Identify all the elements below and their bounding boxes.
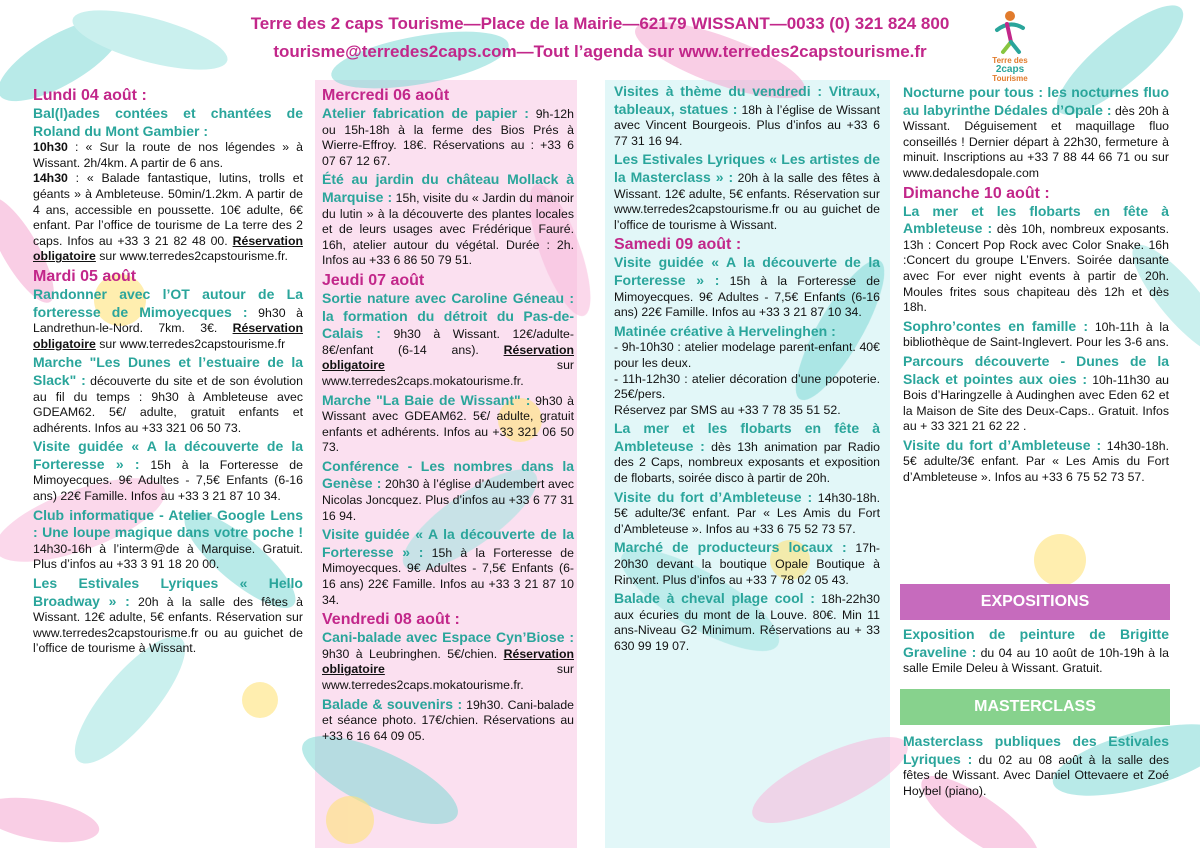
event-title: Club informatique - Atelier Google Lens : Une loupe magique dans votre poche ! [33,506,303,541]
event-fort-ambleteuse: Visite du fort d’Ambleteuse : 14h30-18h. 5€ adulte/3€ enfant. Par « Les Amis du Fort d’Ambleteuse ». Infos au +33 6 75 52 73 57. [903,436,1170,485]
event-title: Nocturne pour tous : les nocturnes fluo au labyrinthe Dédales d’Opale : [903,84,1169,118]
header-contact-line: Terre des 2 caps Tourisme—Place de la Mairie—62179 WISSANT—0033 (0) 321 824 800 [250,14,950,33]
event-club-informatique: Club informatique - Atelier Google Lens : Une loupe magique dans votre poche ! 14h30-16h à l’interm@de à Marquise. Gratuit. Plus d’infos au +33 3 91 18 20 00. [33,506,303,572]
event-estivales-broadway: Les Estivales Lyriques « Hello Broadway » : 20h à la salle des fêtes à Wissant. 12€ adulte, 5€ enfants. Réservation sur www.terredes2capstourisme.fr ou au guichet de l’office de tourisme à Wissant. [33,575,303,656]
event-estivales-masterclass: Les Estivales Lyriques « Les artistes de la Masterclass » : 20h à la salle des fêtes à Wissant. 12€ adulte, 5€ enfants. Réservation sur www.terredes2capstourisme.fr ou au guichet de l’office de tourisme à Wissant. [614,151,880,232]
event-parcours-slack: Parcours découverte - Dunes de la Slack et pointes aux oies : 10h-11h30 au Bois d’Haringzelle à Audinghen avec Eden 62 et la Maison de Site des Deux-Caps.. Gratuit. Infos au + 33 321 21 62 22 . [903,352,1170,434]
masterclass-band: MASTERCLASS [900,689,1170,725]
event-randonner-ot: Randonner avec l’OT autour de La forteresse de Mimoyecques : 9h30 à Landrethun-le-Nord. 7km. 3€. Réservation obligatoire sur www.terredes2capstourisme.fr [33,285,303,351]
event-fort-ambleteuse: Visite du fort d’Ambleteuse : 14h30-18h. 5€ adulte/3€ enfant. Par « Les Amis du Fort d’Ambleteuse ». Infos au +33 6 75 52 73 57. [614,488,881,536]
column-2 [322,84,574,746]
event-nocturne-fluo: Nocturne pour tous : les nocturnes fluo au labyrinthe Dédales d’Opale : dès 20h à Wissant. Déguisement et maquillage fluo conseillés ! Dernier départ à 22h30, fermeture à minuit. Inscriptions au +33 7 88 44 66 71 ou sur www.dedalesdopale.com [903,84,1169,180]
event-sophro-contes: Sophro’contes en famille : 10h-11h à la bibliothèque de Saint-Inglevert. Pour les 3-6 ans. [903,317,1169,350]
reservation-notice: Réservation obligatoire [33,321,303,351]
event-title: Sortie nature avec Caroline Géneau : la formation du détroit du Pas-de-Calais : [322,289,574,342]
event-cani-balade: Cani-balade avec Espace Cyn’Biose : 9h30 à Leubringhen. 5€/chien. Réservation obligatoire sur www.terredes2caps.mokatourisme.fr. [322,629,574,692]
event-exposition-peinture: Exposition de peinture de Brigitte Graveline : du 04 au 10 août de 10h-19h à la salle Emile Deleu à Wissant. Gratuit. [903,626,1169,676]
event-visite-forteresse: Visite guidée « A la découverte de la Forteresse » : 15h à la Forteresse de Mimoyecques. 9€ Adultes - 7,5€ Enfants (6-16 ans) 22€ Famille. Infos au +33 3 21 87 10 34. [322,526,574,607]
event-marche-dunes: Marche "Les Dunes et l’estuaire de la Slack" : découverte du site et de son évolution au fil du temps : 9h30 à Ambleteuse avec GDEAM62. 5€/ adulte, gratuit enfants et adhérents. Infos au +33 321 06 50 73. [33,354,303,435]
event-title: Visite guidée « A la découverte de la Forteresse » : [322,526,574,560]
event-title: Atelier fabrication de papier : [322,105,529,121]
event-flobarts-samedi: La mer et les flobarts en fête à Ambleteuse : dès 13h animation par Radio des 2 Caps, nombreux exposants et exposition de flobarts, soirée disco à partir de 20h. [614,420,880,486]
event-masterclass-publiques: Masterclass publiques des Estivales Lyriques : du 02 au 08 août à la salle des fêtes de Wissant. Avec Daniel Ottevaere et Zoé Hoybel (piano). [903,733,1170,798]
column-4 [903,84,1169,488]
event-title: Les Estivales Lyriques « Les artistes de la Masterclass » : [614,151,880,185]
event-title: La mer et les flobarts en fête à Ambleteuse : [903,202,1169,237]
day-heading: Samedi 09 août : [614,236,742,254]
header-web-line: tourisme@terredes2caps.com—Tout l’agenda sur www.terredes2capstourisme.fr [273,42,927,61]
event-title: Marche "Les Dunes et l’estuaire de la Slack" : [33,354,303,388]
reservation-notice: Réservation obligatoire [322,342,574,373]
event-title: Visite guidée « A la découverte de la Forteresse » : [614,254,880,288]
event-visite-forteresse: Visite guidée « A la découverte de la Forteresse » : 15h à la Forteresse de Mimoyecques. 9€ Adultes - 7,5€ Enfants (6-16 ans) 22€ Famille. Infos au +33 3 21 87 10 34. [33,438,303,504]
event-title: Sophro’contes en famille : [903,317,1089,334]
event-title: Exposition de peinture de Brigitte Graveline : [903,626,1169,660]
event-title: Randonner avec l’OT autour de La forteresse de Mimoyecques : [33,285,303,320]
reservation-notice: Réservation obligatoire [33,233,303,264]
event-jardin-mollack: Été au jardin du château Mollack à Marquise : 15h, visite du « Jardin du manoir du lutin » à la découverte des plantes locales et de leurs usages avec Frédérique Fauré. 16h, atelier autour du végétal. Durée : 2h. Infos au +33 6 86 50 79 51. [322,171,575,268]
event-title: Visite du fort d’Ambleteuse : [614,488,813,505]
terre-des-2-caps-logo [985,8,1035,83]
day-heading: Vendredi 08 août : [322,611,460,629]
event-marche-baie: Marche "La Baie de Wissant" : 9h30 à Wissant avec GDEAM62. 5€/ adulte, gratuit enfants et adhérents. Infos au +33 321 06 50 73. [322,391,574,455]
day-heading: Mardi 05 août [33,267,137,285]
event-title: Conférence - Les nombres dans la Genèse : [322,457,574,492]
event-title: Bal(l)ades contées et chantées de Roland du Mont Gambier : [33,105,303,139]
event-title: La mer et les flobarts en fête à Ambleteuse : [614,420,880,454]
day-heading: Dimanche 10 août : [903,184,1050,202]
event-title: Les Estivales Lyriques « Hello Broadway » : [33,575,303,609]
column-1 [33,84,303,659]
event-balade-cheval: Balade à cheval plage cool : 18h-22h30 aux écuries du mont de la Louve. 80€. Min 11 ans-Niveau G2 Minimum. Réservations au + 33 630 99 19 07. [614,590,880,653]
reservation-notice: Réservation obligatoire [322,646,574,677]
event-flobarts-dimanche: La mer et les flobarts en fête à Ambleteuse : dès 10h, nombreux exposants. 13h : Concert Pop Rock avec Color Snake. 16h :Concert du groupe L’Envers. Soirée dansante avec For ever night events à partir de 20h. Moules frites sous chapiteau dès 12h et dès 18h. [903,202,1169,315]
event-title: Été au jardin du château Mollack à Marquise : [322,171,574,205]
event-title: Visites à thème du vendredi : Vitraux, tableaux, statues : [614,83,880,117]
event-title: Matinée créative à Hervelinghen : [614,322,836,339]
expositions-band: EXPOSITIONS [900,584,1170,620]
event-title: Marche "La Baie de Wissant" : [322,391,531,408]
event-title: Visite guidée « A la découverte de la Forteresse » : [33,438,303,472]
expositions-section [903,626,1169,679]
logo-text: Terre des 2caps Tourisme [992,56,1028,83]
day-heading: Jeudi 07 août [322,271,425,289]
event-title: Visite du fort d’Ambleteuse : [903,436,1102,453]
event-title: Balade & souvenirs : [322,695,463,712]
event-title: Parcours découverte - Dunes de la Slack et pointes aux oies : [903,352,1169,387]
event-visites-theme: Visites à thème du vendredi : Vitraux, tableaux, statues : 18h à l’église de Wissant avec Vincent Bourgeois. Plus d’infos au +33 6 77 31 16 94. [614,83,880,148]
event-title: Marché de producteurs locaux : [614,539,847,556]
event-sortie-nature: Sortie nature avec Caroline Géneau : la formation du détroit du Pas-de-Calais : 9h30 à Wissant. 12€/adulte-8€/enfant (6-14 ans). Réservation obligatoire sur www.terredes2caps.mokatourisme.fr. [322,289,574,388]
event-ballades-contees: Bal(l)ades contées et chantées de Roland du Mont Gambier : 10h30 : « Sur la route de nos légendes » à Wissant. 2h/4km. A partir de 6 ans. 14h30 : « Balade fantastique, lutins, trolls et géants » à Ambleteuse. 50min/1.2km. A partir de 4 ans, accessible en poussette. 10€ adulte, 6€ enfant. Par l’office de tourisme de La terre des 2 caps. Infos au +33 3 21 82 48 00. Réservation obligatoire sur www.terredes2capstourisme.fr. [33,105,303,264]
event-conference-genese: Conférence - Les nombres dans la Genèse : 20h30 à l’église d’Audembert avec Nicolas Joncquez. Plus d’infos au +33 6 77 31 16 94. [322,457,574,523]
event-visite-forteresse: Visite guidée « A la découverte de la Forteresse » : 15h à la Forteresse de Mimoyecques. 9€ Adultes - 7,5€ Enfants (6-16 ans) 22€ Famille. Infos au +33 3 21 87 10 34. [614,254,880,320]
column-3 [614,83,880,657]
event-marche-producteurs: Marché de producteurs locaux : 17h-20h30 devant la boutique Opale Boutique à Rinxent. Plus d’infos au +33 7 78 02 05 43. [614,539,881,587]
logo-figure-icon [985,8,1035,56]
event-atelier-papier: Atelier fabrication de papier : 9h-12h ou 15h-18h à la ferme des Bios Prés à Wierre-Effroy. 18€. Réservations au : +33 6 07 67 12 67. [322,105,574,168]
day-heading: Lundi 04 août : [33,87,147,104]
day-heading: Mercredi 06 août [322,87,450,104]
event-title: Cani-balade avec Espace Cyn’Biose : [322,629,574,646]
event-title: Balade à cheval plage cool : [614,590,815,607]
masterclass-section [903,733,1169,801]
event-title: Masterclass publiques des Estivales Lyriques : [903,733,1169,767]
event-matinee-creative: Matinée créative à Hervelinghen : - 9h-10h30 : atelier modelage parent-enfant. 40€ pour les deux. - 11h-12h30 : atelier décoration d’une popoterie. 25€/pers. Réservez par SMS au +33 7 78 35 51 52. [614,322,880,417]
event-balade-souvenirs: Balade & souvenirs : 19h30. Cani-balade et séance photo. 17€/chien. Réservations au +33 6 16 64 09 05. [322,695,574,743]
